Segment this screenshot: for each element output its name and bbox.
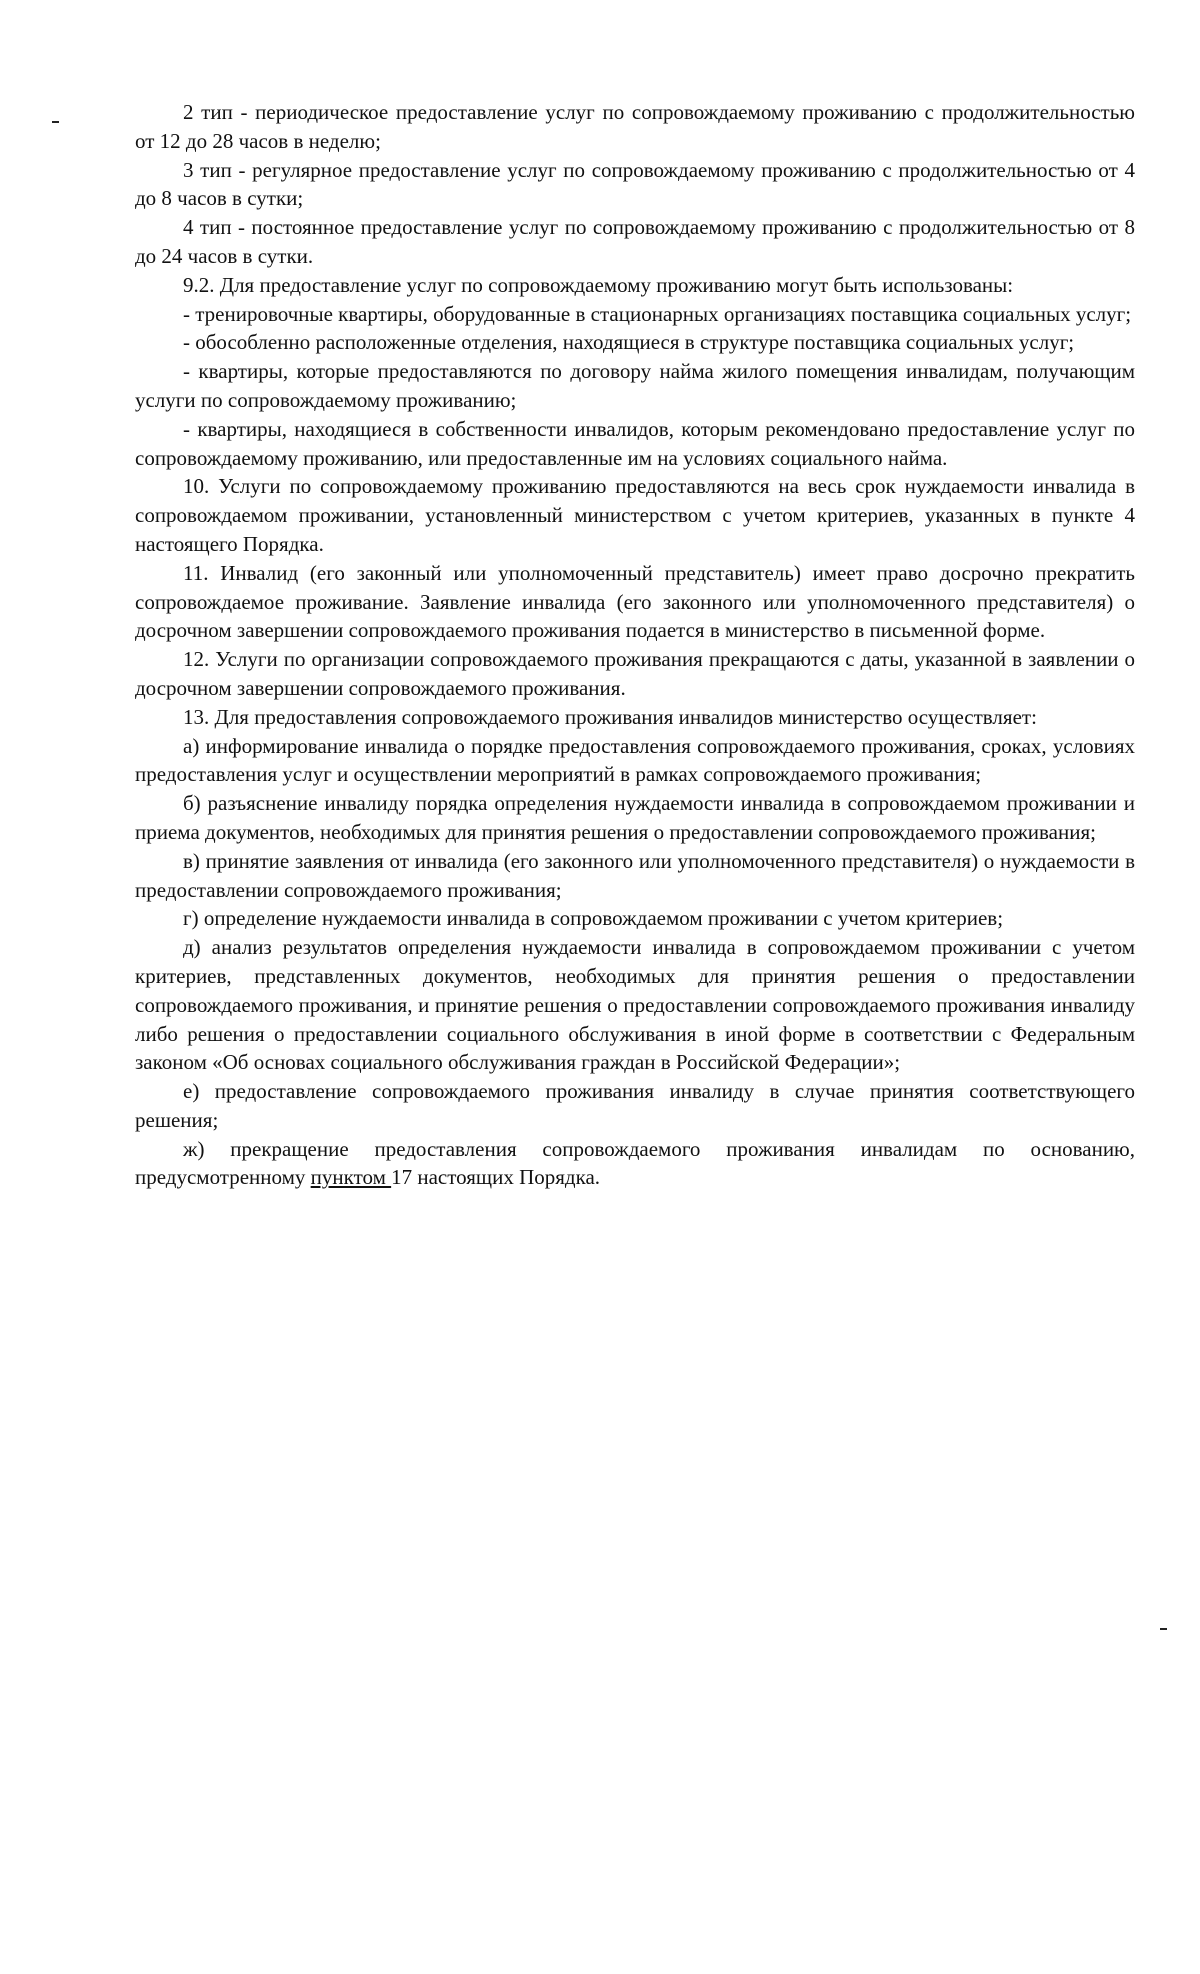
paragraph-12: 12. Услуги по организации сопровождаемого проживания прекращаются с даты, указанной в заявлении о досрочном завершении сопровождаемого проживания. (135, 647, 1135, 700)
subitem-e: е) предоставление сопровождаемого проживания инвалиду в случае принятия соответствующего решения; (135, 1079, 1135, 1132)
document-page (135, 98, 1135, 1192)
scan-mark-bottom-right (1160, 1628, 1167, 1630)
subitem-zh-text: ж) прекращение предоставления сопровождаемого проживания инвалидам по основанию, предусмотренному (135, 1136, 1135, 1190)
subitem-d: д) анализ результатов определения нуждаемости инвалида в сопровождаемом проживании с учетом критериев, представленных документов, необходимых для принятия решения о предоставлении сопровождаемого проживания, и принятие решения о предоставлении сопровождаемого проживания инвалиду либо решения о предоставлении социального обслуживания в иной форме в соответствии с Федеральным законом «Об основах социального обслуживания граждан в Российской Федерации»; (135, 935, 1135, 1075)
paragraph-9-2: 9.2. Для предоставление услуг по сопровождаемому проживанию могут быть использованы: (183, 272, 1014, 297)
paragraph-11: 11. Инвалид (его законный или уполномоченный представитель) имеет право досрочно прекратить сопровождаемое проживание. Заявление инвалида (его законного или уполномоченного представителя) о досрочном завершении сопровождаемого проживания подается в министерство в письменной форме. (135, 560, 1135, 643)
subitem-g: г) определение нуждаемости инвалида в сопровождаемом проживании с учетом критериев; (183, 906, 1004, 931)
paragraph-type-4: 4 тип - постоянное предоставление услуг по сопровождаемому проживанию с продолжительностью от 8 до 24 часов в сутки. (135, 215, 1135, 268)
paragraph-type-3: 3 тип - регулярное предоставление услуг по сопровождаемому проживанию с продолжительностью от 4 до 8 часов в сутки; (135, 157, 1135, 211)
subitem-zh (135, 1135, 1135, 1193)
paragraph-type-2: 2 тип - периодическое предоставление услуг по сопровождаемому проживанию с продолжительностью от 12 до 28 часов в неделю; (135, 100, 1135, 153)
list-item-owned-apartments: - квартиры, находящиеся в собственности инвалидов, которым рекомендовано предоставление услуг по сопровождаемому проживанию, или предоставленные им на условиях социального найма. (135, 416, 1135, 470)
subitem-v: в) принятие заявления от инвалида (его законного или уполномоченного представителя) о нуждаемости в предоставлении сопровождаемого проживания; (135, 848, 1135, 902)
clause-link[interactable]: пунктом (310, 1165, 392, 1190)
paragraph-13: 13. Для предоставления сопровождаемого проживания инвалидов министерство осуществляет: (183, 704, 1037, 729)
subitem-b: б) разъяснение инвалиду порядка определения нуждаемости инвалида в сопровождаемом проживании и приема документов, необходимых для принятия решения о предоставлении сопровождаемого проживания; (135, 791, 1135, 844)
scan-mark-top-left (52, 121, 59, 123)
paragraph-10: 10. Услуги по сопровождаемому проживанию предоставляются на весь срок нуждаемости инвалида в сопровождаемом проживании, установленный министерством с учетом критериев, указанных в пункте 4 настоящего Порядка. (135, 474, 1135, 556)
subitem-a: а) информирование инвалида о порядке предоставления сопровождаемого проживания, сроках, условиях предоставления услуг и осуществлении мероприятий в рамках сопровождаемого проживания; (135, 733, 1135, 787)
list-item-rental-apartments: - квартиры, которые предоставляются по договору найма жилого помещения инвалидам, получающим услуги по сопровождаемому проживанию; (135, 359, 1135, 412)
list-item-training-apartments: - тренировочные квартиры, оборудованные в стационарных организациях поставщика социальных услуг; (183, 301, 1132, 326)
list-item-separate-departments: - обособленно расположенные отделения, находящиеся в структуре поставщика социальных услуг; (183, 330, 1075, 355)
subitem-zh-ending: 17 настоящих Порядка. (391, 1165, 601, 1190)
